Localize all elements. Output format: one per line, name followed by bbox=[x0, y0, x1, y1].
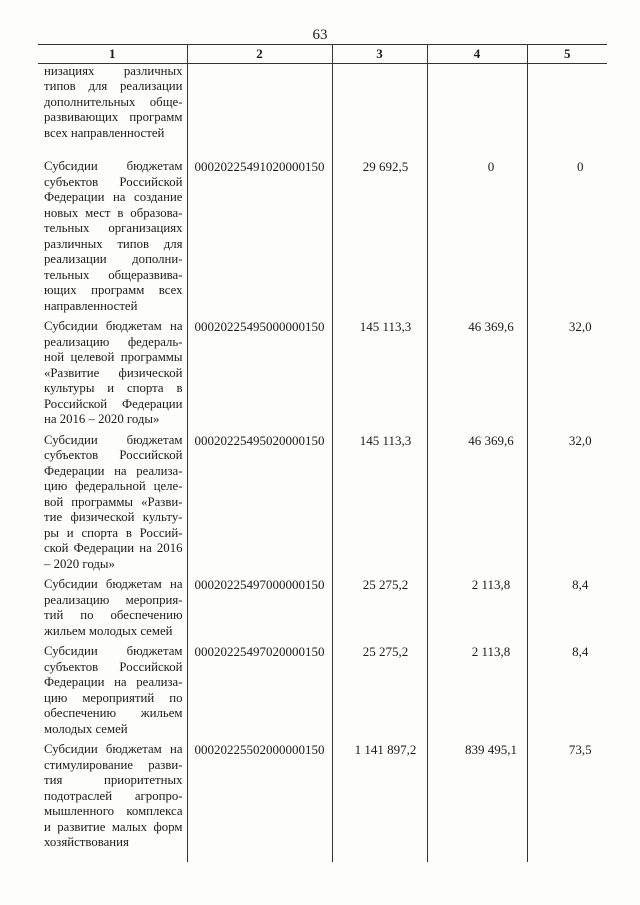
row-col5: 8,4 bbox=[527, 577, 607, 644]
row-col3: 145 113,3 bbox=[332, 319, 427, 433]
row-code: 00020225495020000150 bbox=[187, 433, 332, 578]
row-code: 00020225502000000150 bbox=[187, 742, 332, 862]
row-name: низациях различных типов для реализации дополнительных обще-развивающих программ всех направленностей bbox=[44, 63, 183, 140]
header-col-4: 4 bbox=[427, 45, 527, 64]
row-name: Субсидии бюджетам на реализацию мероприя-тий по обеспечению жильем молодых семей bbox=[44, 577, 183, 638]
table-row bbox=[38, 319, 607, 433]
row-col4: 2 113,8 bbox=[427, 577, 527, 644]
header-col-2: 2 bbox=[187, 45, 332, 64]
table-row bbox=[38, 433, 607, 578]
row-col5: 32,0 bbox=[527, 319, 607, 433]
table-row bbox=[38, 742, 607, 862]
header-col-1: 1 bbox=[38, 45, 187, 64]
table-body bbox=[38, 63, 607, 862]
row-name: Субсидии бюджетам субъектов Российской Федерации на реализа-цию федеральной целе-вой программы «Разви-тие физической культу-ры и спорта в Россий-ской Федерации на 2016 – 2020 годы» bbox=[44, 432, 183, 571]
row-col4 bbox=[427, 63, 527, 159]
row-col4: 2 113,8 bbox=[427, 644, 527, 742]
row-name: Субсидии бюджетам субъектов Российской Федерации на реализа-цию мероприятий по обеспечению жильем молодых семей bbox=[44, 644, 183, 736]
table-row bbox=[38, 63, 607, 159]
row-col3: 1 141 897,2 bbox=[332, 742, 427, 862]
page-number: 63 bbox=[312, 27, 328, 43]
table-row bbox=[38, 159, 607, 319]
table-header bbox=[38, 45, 607, 64]
budget-table bbox=[38, 44, 607, 862]
row-col3: 25 275,2 bbox=[332, 644, 427, 742]
row-col5: 0 bbox=[527, 159, 607, 319]
row-col5 bbox=[527, 63, 607, 159]
row-code: 00020225497000000150 bbox=[187, 577, 332, 644]
row-col3: 29 692,5 bbox=[332, 159, 427, 319]
row-col4: 46 369,6 bbox=[427, 319, 527, 433]
row-col4: 46 369,6 bbox=[427, 433, 527, 578]
row-col5: 8,4 bbox=[527, 644, 607, 742]
row-col4: 0 bbox=[427, 159, 527, 319]
row-col3: 145 113,3 bbox=[332, 433, 427, 578]
table-row bbox=[38, 577, 607, 644]
row-code: 00020225491020000150 bbox=[187, 159, 332, 319]
table-row bbox=[38, 644, 607, 742]
row-code: 00020225495000000150 bbox=[187, 319, 332, 433]
header-row bbox=[38, 45, 607, 64]
row-col4: 839 495,1 bbox=[427, 742, 527, 862]
row-col5: 32,0 bbox=[527, 433, 607, 578]
row-name: Субсидии бюджетам на реализацию федераль-ной целевой программы «Развитие физической культуры и спорта в Российской Федерации на 2016 – 2020 годы» bbox=[44, 319, 183, 426]
row-col3 bbox=[332, 63, 427, 159]
header-col-5: 5 bbox=[527, 45, 607, 64]
row-col3: 25 275,2 bbox=[332, 577, 427, 644]
row-col5: 73,5 bbox=[527, 742, 607, 862]
row-name: Субсидии бюджетам на стимулирование разви-тия приоритетных подотраслей агропро-мышленного комплекса и развитие малых форм хозяйствования bbox=[44, 742, 183, 849]
row-code: 00020225497020000150 bbox=[187, 644, 332, 742]
row-name: Субсидии бюджетам субъектов Российской Федерации на создание новых мест в образова-тельных организациях различных типов для реализации дополни-тельных общеразвива-ющих программ всех направленностей bbox=[44, 159, 183, 313]
row-code bbox=[187, 63, 332, 159]
header-col-3: 3 bbox=[332, 45, 427, 64]
